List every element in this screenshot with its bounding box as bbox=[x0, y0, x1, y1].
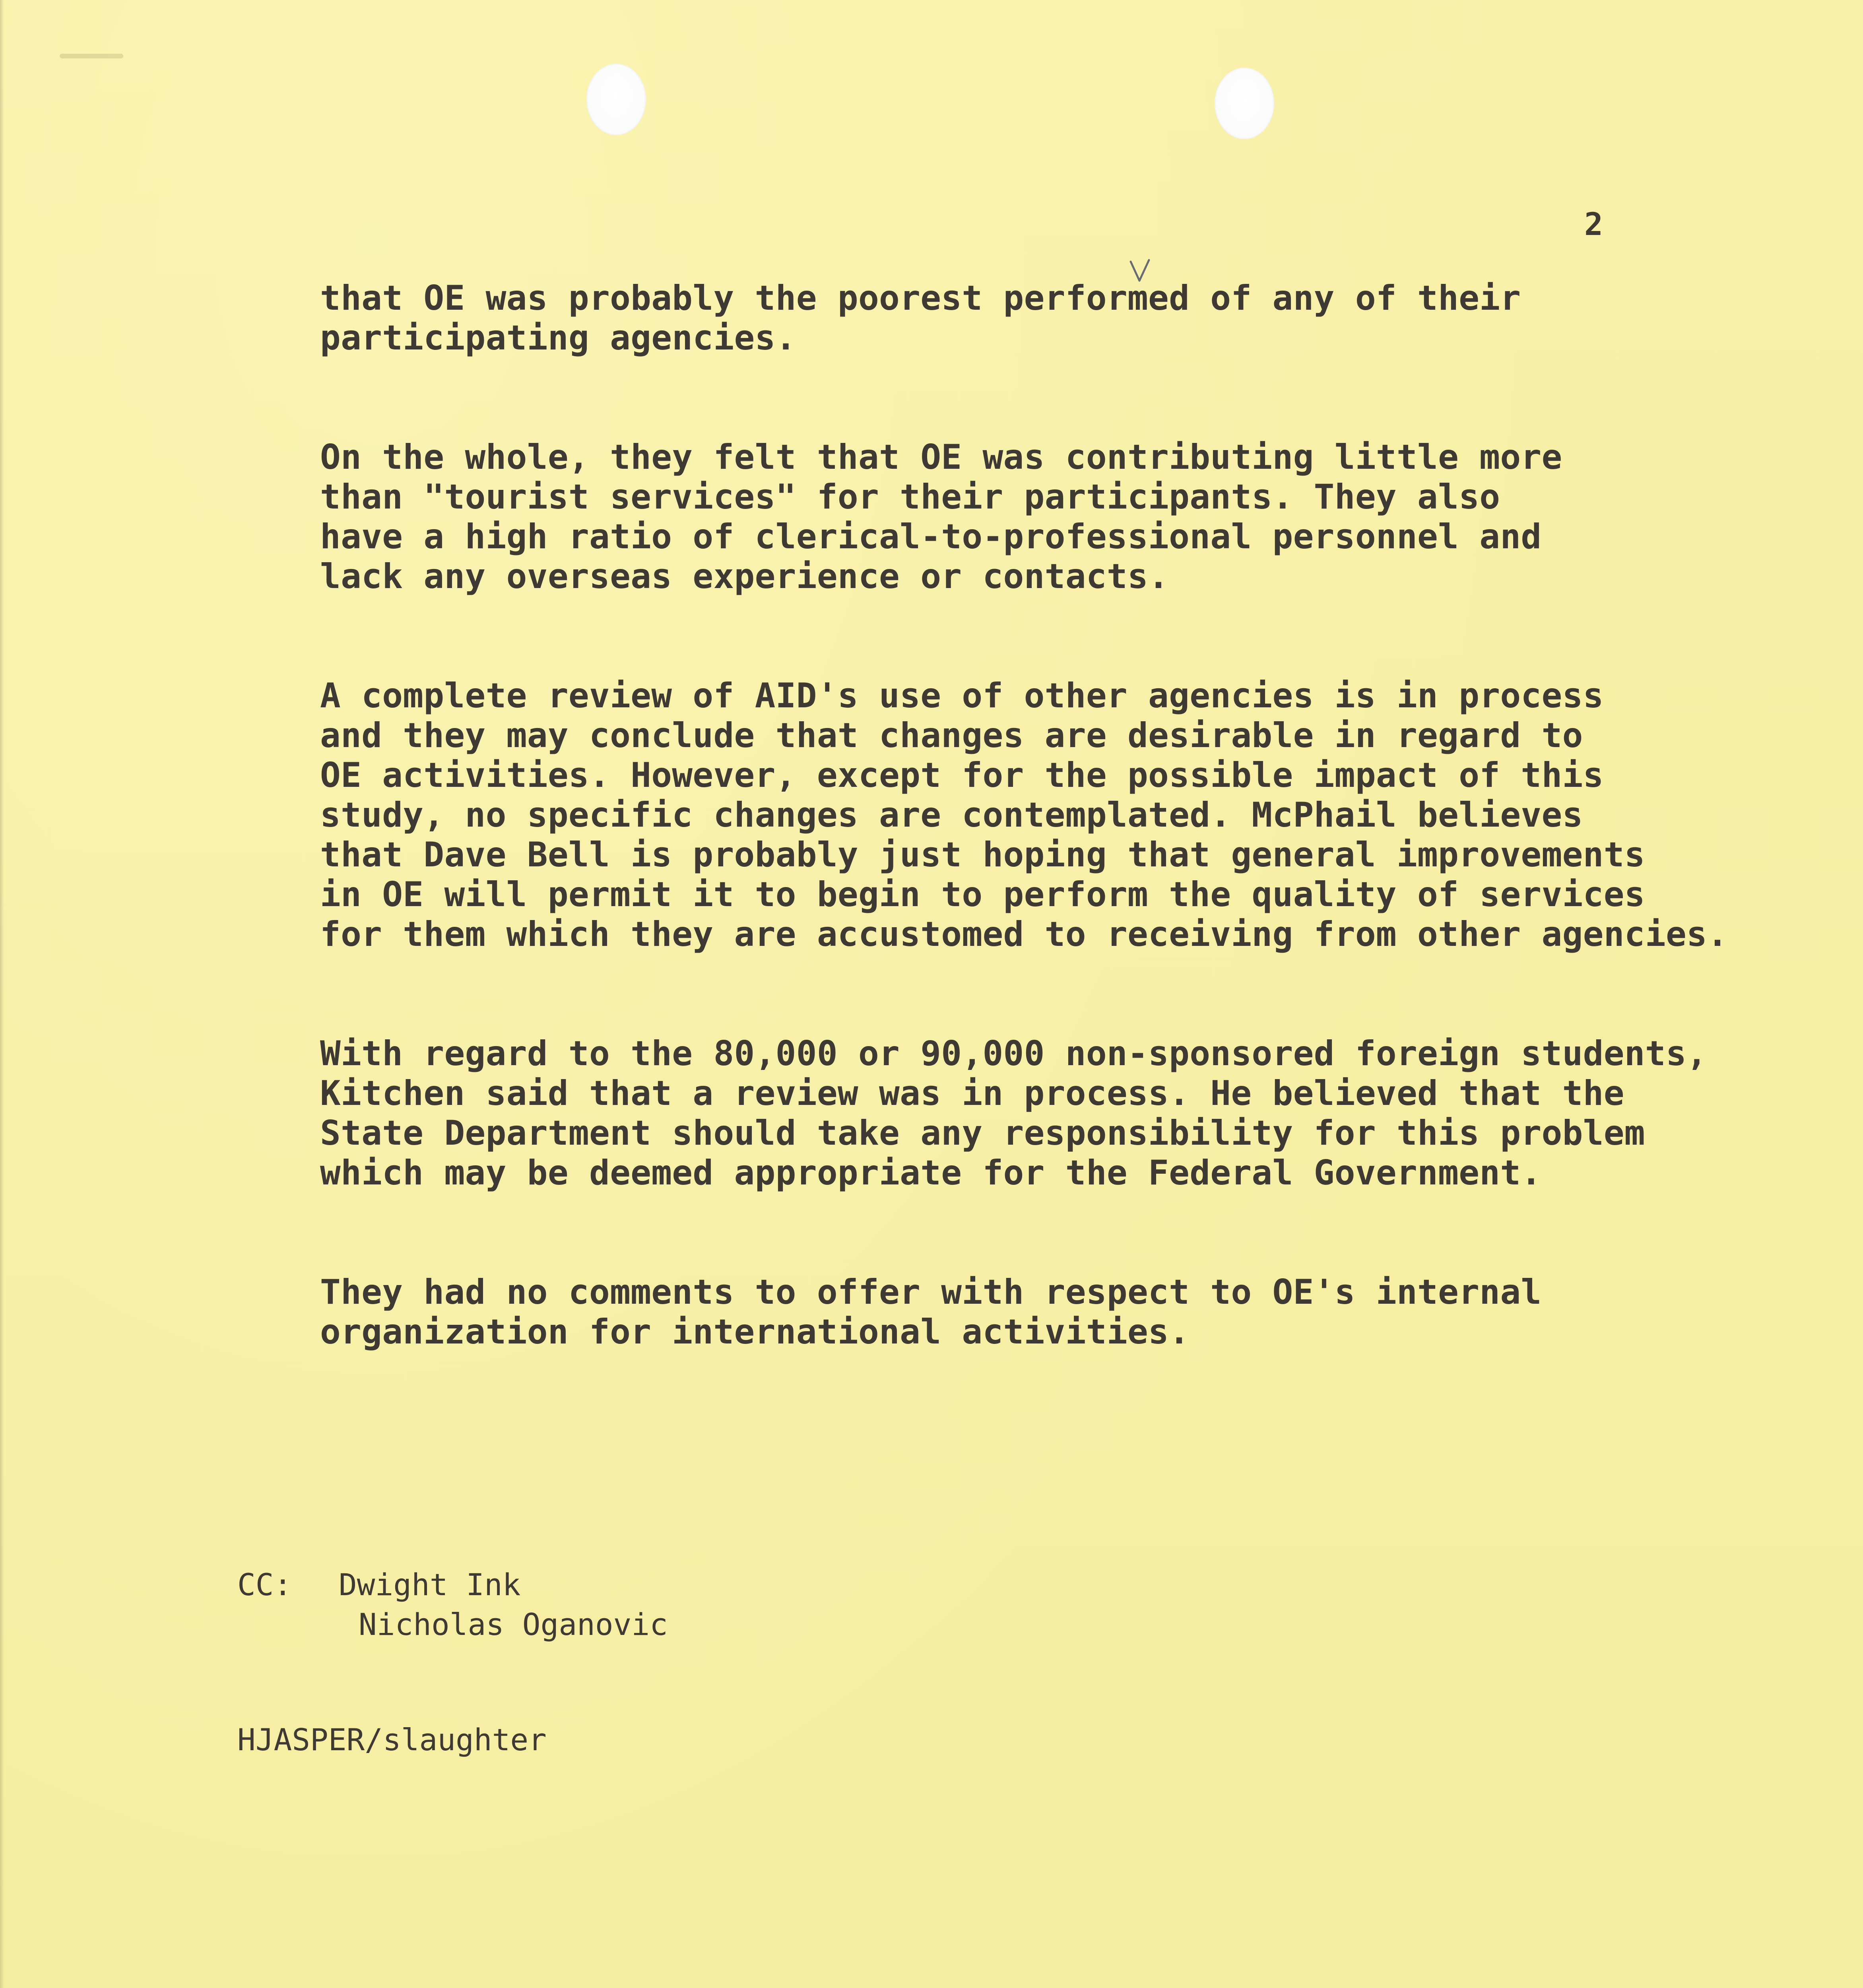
text-line: have a high ratio of clerical-to-professional personnel and bbox=[320, 517, 1542, 557]
paragraph-3 bbox=[320, 676, 1863, 954]
text-line: They had no comments to offer with respect to OE's internal bbox=[320, 1272, 1542, 1312]
text-line: organization for international activities. bbox=[320, 1312, 1190, 1352]
paragraph-1 bbox=[320, 278, 1863, 358]
text-line: that Dave Bell is probably just hoping that general improvements bbox=[320, 835, 1645, 875]
cc-block bbox=[237, 1565, 668, 1644]
text-line: in OE will permit it to begin to perform the quality of services bbox=[320, 875, 1645, 914]
cc-line bbox=[237, 1565, 668, 1605]
memo-body bbox=[320, 278, 1863, 1431]
paper-edge-shadow bbox=[0, 0, 4, 1988]
paper-smudge bbox=[60, 54, 123, 58]
text-line: which may be deemed appropriate for the Federal Government. bbox=[320, 1153, 1542, 1193]
reference-initials: HJASPER/slaughter bbox=[237, 1722, 547, 1757]
text-line: participating agencies. bbox=[320, 318, 796, 358]
punch-hole-left bbox=[586, 64, 646, 135]
punch-hole-right bbox=[1215, 68, 1274, 139]
page-number: 2 bbox=[1584, 207, 1604, 243]
text-line: than "tourist services" for their participants. They also bbox=[320, 477, 1500, 517]
paragraph-5 bbox=[320, 1272, 1863, 1352]
text-line: OE activities. However, except for the possible impact of this bbox=[320, 755, 1604, 795]
cc-recipient: Nicholas Oganovic bbox=[359, 1607, 668, 1642]
text-line: With regard to the 80,000 or 90,000 non-sponsored foreign students, bbox=[320, 1034, 1708, 1074]
text-line: for them which they are accustomed to receiving from other agencies. bbox=[320, 914, 1728, 954]
text-line: Kitchen said that a review was in process. He believed that the bbox=[320, 1074, 1624, 1113]
paragraph-2 bbox=[320, 437, 1863, 596]
cc-recipient: Dwight Ink bbox=[339, 1567, 521, 1602]
cc-line bbox=[237, 1605, 668, 1644]
text-line: lack any overseas experience or contacts. bbox=[320, 557, 1169, 596]
text-line: A complete review of AID's use of other agencies is in process bbox=[320, 676, 1604, 716]
cc-label: CC: bbox=[237, 1567, 292, 1602]
text-line: study, no specific changes are contemplated. McPhail believes bbox=[320, 795, 1583, 835]
text-line: State Department should take any responsibility for this problem bbox=[320, 1113, 1645, 1153]
paragraph-4 bbox=[320, 1034, 1863, 1193]
text-line: that OE was probably the poorest performed of any of their bbox=[320, 278, 1521, 318]
text-line: and they may conclude that changes are desirable in regard to bbox=[320, 716, 1583, 755]
text-line: On the whole, they felt that OE was contributing little more bbox=[320, 437, 1562, 477]
